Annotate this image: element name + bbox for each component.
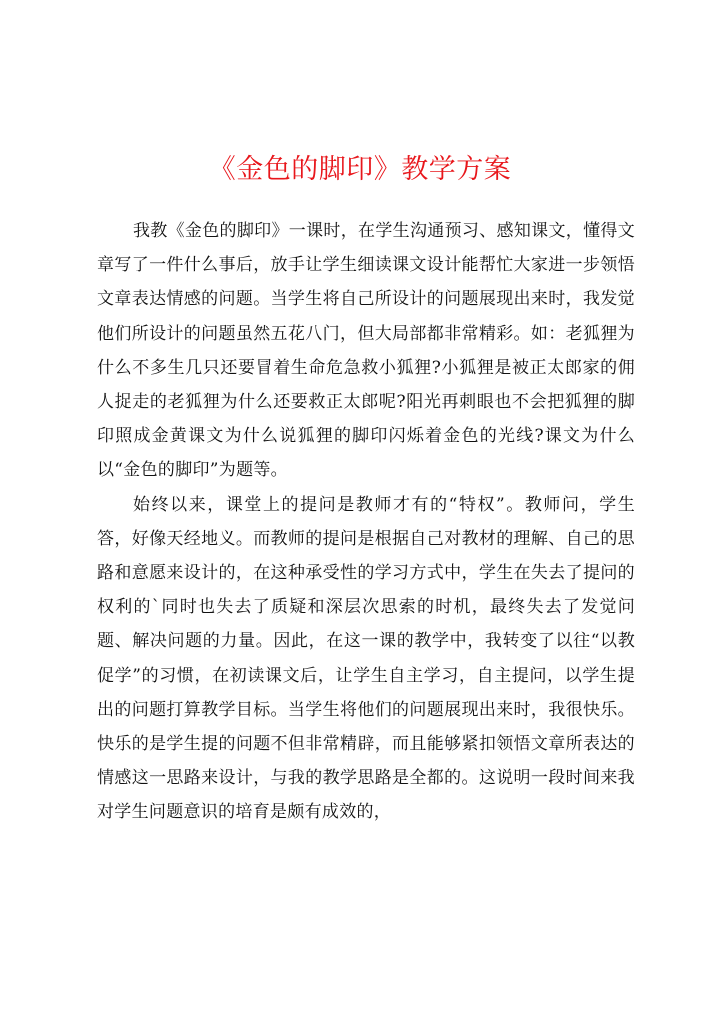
document-title: 《金色的脚印》教学方案 (208, 154, 512, 185)
paragraph: 我教《金色的脚印》一课时，在学生沟通预习、感知课文，懂得文章写了一件什么事后，放手让学生细读课文设计能帮忙大家进一步领悟文章表达情感的问题。当学生将自己所设计的问题展现出来时，我发觉他们所设计的问题虽然五花八门，但大局部都非常精彩。如：老狐狸为什么不多生几只还要冒着生命危急救小狐狸?小狐狸是被正太郎家的佣人捉走的老狐狸为什么还要救正太郎呢?阳光再刺眼也不会把狐狸的脚印照成金黄课文为什么说狐狸的脚印闪烁着金色的光线?课文为什么以“金色的脚印”为题等。 (97, 221, 635, 481)
paragraph: 始终以来，课堂上的提问是教师才有的“特权”。教师问，学生答，好像天经地义。而教师的提问是根据自己对教材的理解、自己的思路和意愿来设计的，在这种承受性的学习方式中，学生在失去了提问的权利的`同时也失去了质疑和深层次思索的时机，最终失去了发觉问题、解决问题的力量。因此，在这一课的教学中，我转变了以往“以教促学”的习惯，在初读课文后，让学生自主学习，自主提问，以学生提出的问题打算教学目标。当学生将他们的问题展现出来时，我很快乐。快乐的是学生提的问题不但非常精辟，而且能够紧扣领悟文章所表达的情感这一思路来设计，与我的教学思路是全都的。这说明一段时间来我对学生问题意识的培育是颇有成效的， (97, 494, 635, 823)
document-body (97, 214, 635, 830)
